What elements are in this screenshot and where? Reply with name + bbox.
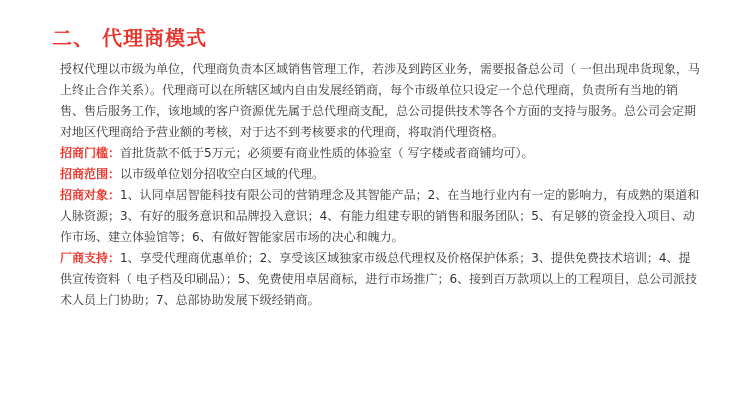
- target-paragraph: [60, 185, 700, 248]
- scope-label: 招商范围：: [60, 167, 121, 181]
- support-text: 1、享受代理商优惠单价；2、享受该区域独家市级总代理权及价格保护体系；3、提供免费技术培训；4、提供宣传资料（ 电子档及印刷品）；5、免费使用卓居商标，进行市场推广；6、接到百万款项以上的工程项目，总公司派技术人员上门协助；7、总部协助发展下级经销商。: [60, 251, 698, 307]
- intro-paragraph: 授权代理以市级为单位，代理商负责本区域销售管理工作，若涉及到跨区业务，需要报备总公司（ 一但出现串货现象，马上终止合作关系）。代理商可以在所辖区域内自由发展经销商，每个市级单位只设定一个总代理商，负责所有当地的销售、售后服务工作，该地域的客户资源优先属于总代理商支配，总公司提供技术等各个方面的支持与服务。总公司会定期对地区代理商给予营业额的考核，对于达不到考核要求的代理商，将取消代理资格。: [60, 62, 700, 139]
- scope-text: 以市级单位划分招收空白区域的代理。: [120, 167, 325, 181]
- target-label: 招商对象：: [60, 188, 121, 202]
- target-text: 1、认同卓居智能科技有限公司的营销理念及其智能产品；2、在当地行业内有一定的影响力，有成熟的渠道和人脉资源；3、有好的服务意识和品牌投入意识；4、有能力组建专职的销售和服务团队；5、有足够的资金投入项目、动作市场、建立体验馆等；6、有做好智能家居市场的决心和魄力。: [60, 188, 700, 244]
- section-title: 二、 代理商模式: [52, 26, 207, 50]
- threshold-text: 首批货款不低于5万元；必须要有商业性质的体验室（ 写字楼或者商铺均可）。: [120, 146, 534, 160]
- threshold-label: 招商门槛：: [60, 146, 121, 160]
- content-body: [60, 59, 700, 311]
- support-label: 厂商支持：: [60, 251, 121, 265]
- support-paragraph: [60, 248, 700, 311]
- scope-paragraph: [60, 164, 700, 185]
- threshold-paragraph: [60, 143, 700, 164]
